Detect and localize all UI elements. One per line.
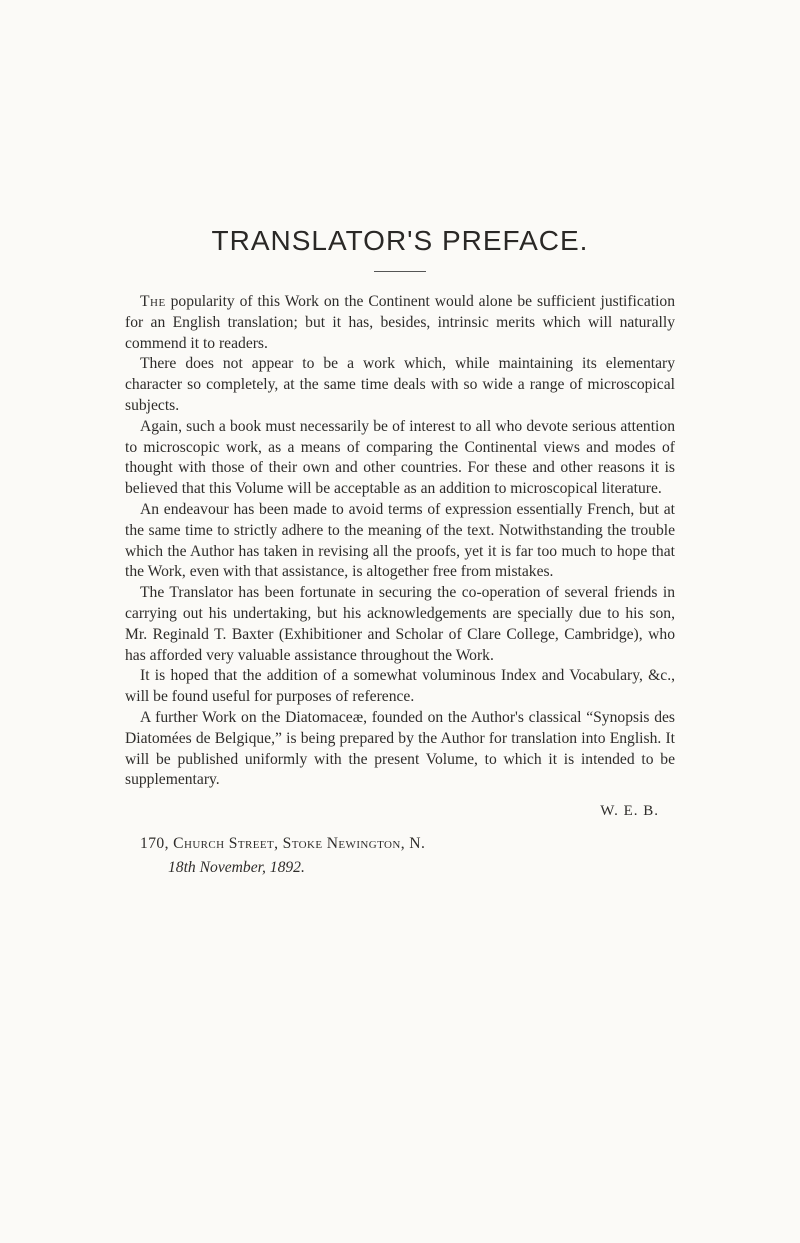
paragraph-text: Again, such a book must necessarily be of interest to all who devote serious attention to microscopic work, as a means of comparing the Continental views and modes of thought with those of their own and other countries. For these and other reasons it is believed that this Volume will be acceptable as an addition to microscopical literature. (125, 417, 675, 498)
paragraph-text: There does not appear to be a work which, while maintaining its elementary character so completely, at the same time deals with so wide a range of microscopical subjects. (125, 355, 675, 414)
paragraph-text: An endeavour has been made to avoid terms of expression essentially French, but at the same time to strictly adhere to the meaning of the text. Notwithstanding the trouble which the Author has taken in revising all the proofs, yet it is far too much to hope that the Work, even with that assistance, is altogether free from mistakes. (125, 500, 675, 581)
paragraph-lead-word: The (140, 293, 166, 310)
paragraph-text: The Translator has been fortunate in securing the co-operation of several friends in carrying out his undertaking, but his acknowledgements are specially due to his son, Mr. Reginald T. Baxter (Exhibitioner and Scholar of Clare College, Cambridge), who has afforded very valuable assistance throughout the Work. (125, 584, 675, 664)
paragraph-1 (125, 292, 675, 354)
paragraph-7 (125, 708, 675, 791)
paragraph-text: popularity of this Work on the Continent would alone be sufficient justification for an English translation; but it has, besides, intrinsic merits which will naturally commend it to readers. (125, 293, 675, 352)
page-title: TRANSLATOR'S PREFACE. (211, 225, 589, 256)
title-divider (374, 271, 426, 272)
preface-body (125, 292, 675, 879)
paragraph-text: It is hoped that the addition of a somewhat voluminous Index and Vocabulary, &c., will be found useful for purposes of reference. (125, 667, 675, 706)
paragraph-4 (125, 500, 675, 583)
paragraph-5 (125, 583, 675, 666)
date-line: 18th November, 1892. (168, 858, 305, 876)
paragraph-2 (125, 354, 675, 416)
address-line: 170, Church Street, Stoke Newington, N. (140, 834, 426, 852)
signature-initials: W. E. B. (600, 803, 659, 820)
paragraph-text: A further Work on the Diatomaceæ, founded on the Author's classical “Synopsis des Diatomées de Belgique,” is being prepared by the Author for translation into English. It will be published uniformly with the present Volume, to which it is intended to be supplementary. (125, 708, 675, 789)
paragraph-6 (125, 666, 675, 708)
paragraph-3 (125, 417, 675, 500)
